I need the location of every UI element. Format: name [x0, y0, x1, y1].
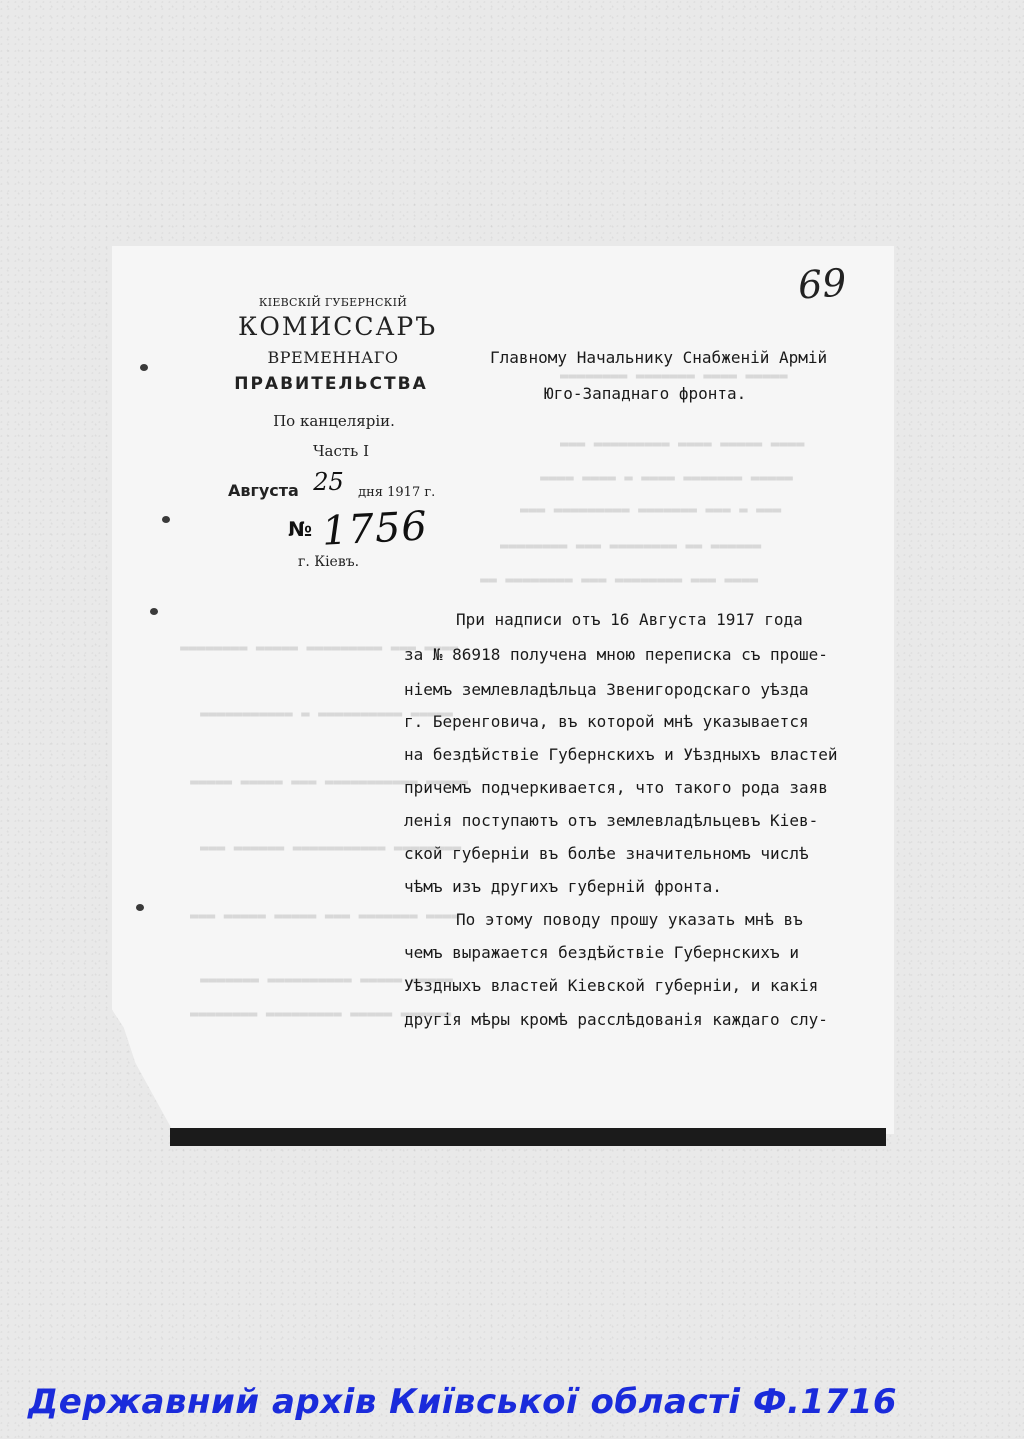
body-line: Уѣздныхъ властей Кіевской губерніи, и какія: [404, 976, 819, 995]
body-line: При надписи отъ 16 Августа 1917 года: [456, 610, 803, 629]
body-line: чемъ выражается бездѣйствіе Губернскихъ и: [404, 943, 799, 962]
letter-date: [228, 468, 436, 502]
body-line: другія мѣры кромѣ расслѣдованія каждаго слу-: [404, 1010, 828, 1029]
letterhead-line-3: ВРЕМЕННАГО: [267, 348, 399, 367]
date-year: дня 1917 г.: [358, 485, 436, 500]
body-line: ленія поступаютъ отъ землевладѣльцевъ Кіев-: [404, 811, 819, 830]
body-line: на бездѣйствіе Губернскихъ и Уѣздныхъ властей: [404, 745, 838, 764]
letterhead-line-4: ПРАВИТЕЛЬСТВА: [234, 374, 428, 394]
punch-hole: [136, 904, 144, 911]
number-value: 1756: [320, 503, 429, 555]
body-line: причемъ подчеркивается, что такого рода заяв: [404, 778, 828, 797]
body-line: По этому поводу прошу указать мнѣ въ: [456, 910, 803, 929]
punch-hole: [140, 364, 148, 371]
body-line: ской губерніи въ болѣе значительномъ числѣ: [404, 844, 809, 863]
letterhead-division: По канцеляріи.: [273, 412, 395, 430]
punch-hole: [150, 608, 158, 615]
body-line: чѣмъ изъ другихъ губерній фронта.: [404, 877, 722, 896]
addressee-line-2: Юго-Западнаго фронта.: [544, 384, 747, 403]
body-line: за № 86918 получена мною переписка съ проше-: [404, 645, 828, 664]
archive-page-number: 69: [796, 260, 848, 308]
date-day: 25: [313, 468, 344, 496]
number-sign: №: [288, 517, 313, 541]
letterhead-line-2: КОМИССАРЪ: [238, 312, 438, 341]
body-line: ніемъ землевладѣльца Звенигородскаго уѣзда: [404, 680, 809, 699]
letterhead-part: Часть I: [312, 442, 370, 460]
letterhead-city: г. Кіевъ.: [298, 554, 360, 570]
body-line: г. Беренговича, въ которой мнѣ указывается: [404, 712, 809, 731]
punch-hole: [162, 516, 170, 523]
outgoing-number: [288, 500, 429, 555]
date-month: Августа: [228, 481, 299, 500]
letterhead-line-1: КІЕВСКІЙ ГУБЕРНСКІЙ: [258, 296, 408, 309]
archive-caption: Державний архів Київської області Ф.1716: [28, 1382, 898, 1422]
sheet-shadow: [170, 1128, 886, 1146]
addressee-line-1: Главному Начальнику Снабженій Армій: [490, 348, 828, 367]
